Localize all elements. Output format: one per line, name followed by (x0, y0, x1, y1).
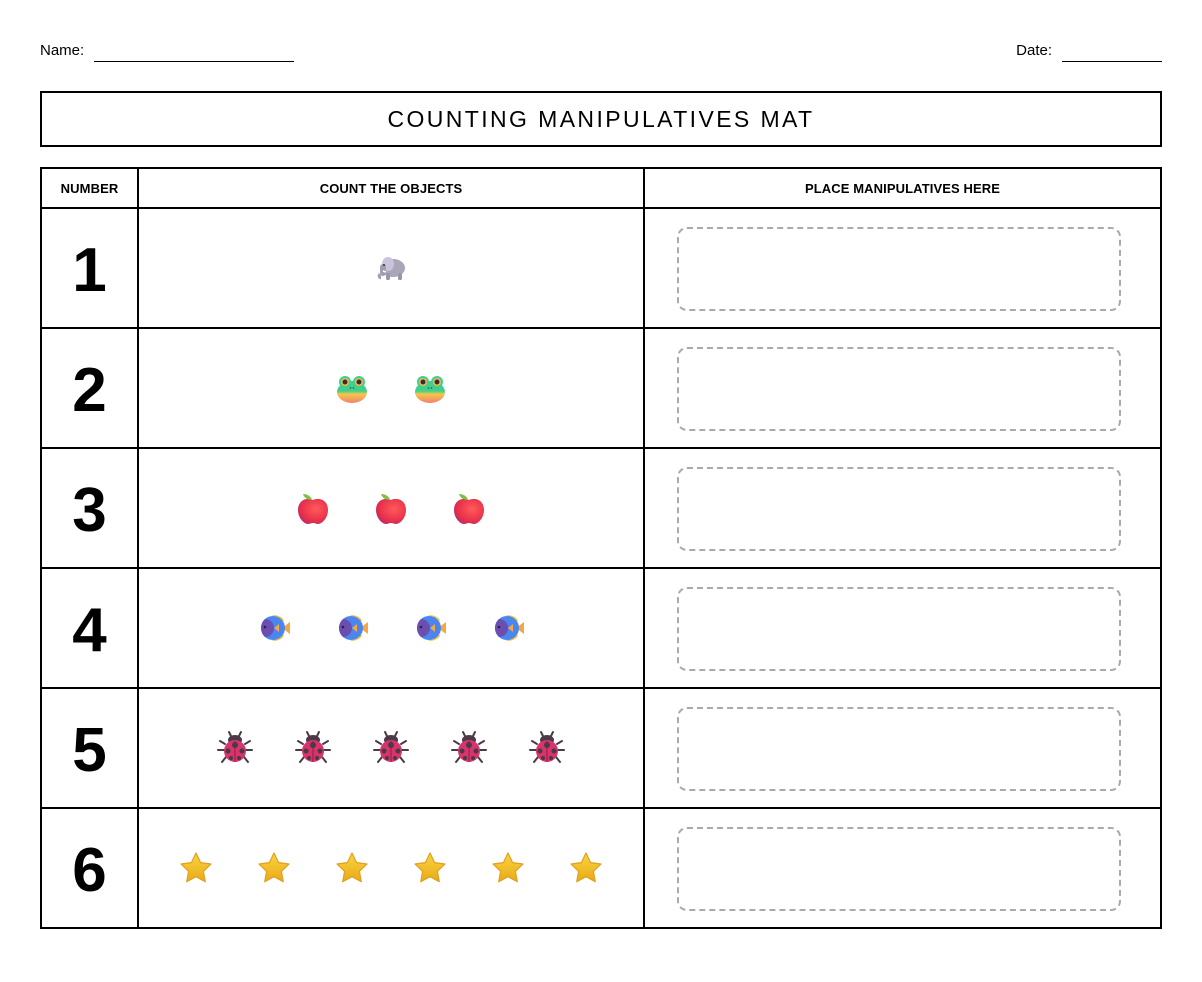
place-cell (644, 328, 1161, 448)
number-cell (41, 688, 138, 808)
objects-cell (138, 568, 644, 688)
table-row (41, 688, 1161, 808)
frog-icon (334, 370, 370, 406)
manipulatives-drop-zone[interactable] (677, 707, 1121, 791)
table-row (41, 808, 1161, 928)
row-number: 1 (72, 236, 107, 305)
number-cell (41, 328, 138, 448)
column-header-count: COUNT THE OBJECTS (138, 168, 644, 208)
frog-icon (412, 370, 448, 406)
objects-cell (138, 688, 644, 808)
table-row (41, 568, 1161, 688)
number-cell (41, 568, 138, 688)
place-cell (644, 808, 1161, 928)
place-cell (644, 688, 1161, 808)
tropical-fish-icon (412, 610, 448, 646)
date-blank-line[interactable] (1062, 42, 1162, 62)
objects-cell (138, 808, 644, 928)
object-group (139, 449, 643, 567)
column-header-place: PLACE MANIPULATIVES HERE (644, 168, 1161, 208)
object-group (139, 689, 643, 807)
star-icon (256, 850, 292, 886)
manipulatives-drop-zone[interactable] (677, 827, 1121, 911)
date-label: Date: (1016, 42, 1052, 59)
manipulatives-drop-zone[interactable] (677, 347, 1121, 431)
manipulatives-drop-zone[interactable] (677, 587, 1121, 671)
row-number: 4 (72, 596, 107, 665)
table-header-row (41, 168, 1161, 208)
name-field (40, 40, 294, 62)
apple-icon (295, 490, 331, 526)
tropical-fish-icon (490, 610, 526, 646)
star-icon (334, 850, 370, 886)
number-cell (41, 808, 138, 928)
place-cell (644, 568, 1161, 688)
object-group (139, 329, 643, 447)
title-box (40, 91, 1162, 147)
place-cell (644, 208, 1161, 328)
row-number: 2 (72, 356, 107, 425)
objects-cell (138, 328, 644, 448)
worksheet-header (40, 40, 1162, 64)
manipulatives-drop-zone[interactable] (677, 467, 1121, 551)
number-cell (41, 448, 138, 568)
tropical-fish-icon (334, 610, 370, 646)
row-number: 5 (72, 716, 107, 785)
tropical-fish-icon (256, 610, 292, 646)
row-number: 6 (72, 836, 107, 905)
object-group (139, 209, 643, 327)
ladybug-icon (295, 730, 331, 766)
name-blank-line[interactable] (94, 42, 294, 62)
ladybug-icon (373, 730, 409, 766)
place-cell (644, 448, 1161, 568)
table-row (41, 328, 1161, 448)
name-label: Name: (40, 42, 85, 59)
star-icon (490, 850, 526, 886)
manipulatives-drop-zone[interactable] (677, 227, 1121, 311)
star-icon (568, 850, 604, 886)
star-icon (178, 850, 214, 886)
apple-icon (451, 490, 487, 526)
row-number: 3 (72, 476, 107, 545)
objects-cell (138, 208, 644, 328)
ladybug-icon (451, 730, 487, 766)
number-cell (41, 208, 138, 328)
object-group (139, 569, 643, 687)
date-field (1016, 40, 1162, 62)
object-group (139, 809, 643, 927)
star-icon (412, 850, 448, 886)
apple-icon (373, 490, 409, 526)
elephant-icon (373, 250, 409, 286)
page-title: COUNTING MANIPULATIVES MAT (387, 105, 815, 132)
counting-mat-table (40, 167, 1162, 929)
objects-cell (138, 448, 644, 568)
table-row (41, 448, 1161, 568)
ladybug-icon (217, 730, 253, 766)
ladybug-icon (529, 730, 565, 766)
table-row (41, 208, 1161, 328)
column-header-number: NUMBER (41, 168, 138, 208)
